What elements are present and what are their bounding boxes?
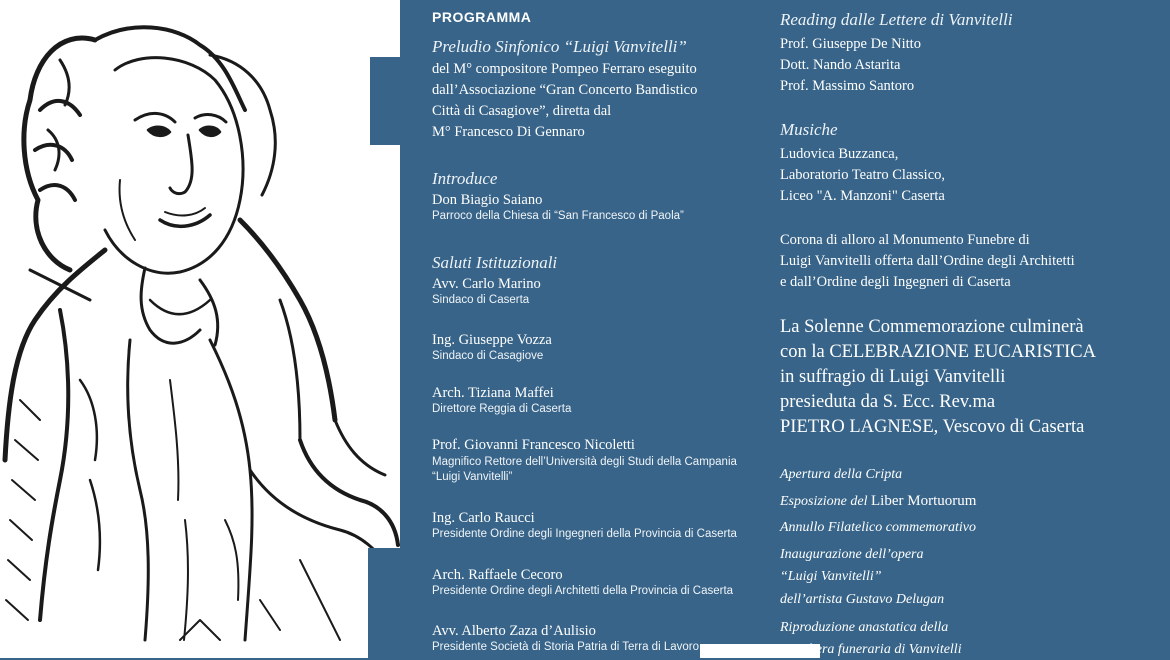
speaker-role: Sindaco di Casagiove (432, 350, 544, 362)
speaker-name: Prof. Giovanni Francesco Nicoletti (432, 437, 635, 453)
reading-name: Prof. Massimo Santoro (780, 78, 915, 94)
solenne-line: in suffragio di Luigi Vanvitelli (780, 367, 1006, 387)
musiche-line: Ludovica Buzzanca, (780, 146, 899, 162)
esposizione-text: Esposizione del (780, 494, 871, 509)
solenne-line (780, 340, 1096, 365)
event-apertura: Apertura della Cripta (780, 467, 903, 482)
decor-tab-top (370, 57, 410, 145)
programma-heading: PROGRAMMA (432, 9, 532, 25)
speaker-role: Sindaco di Caserta (432, 294, 530, 306)
musiche-line: Laboratorio Teatro Classico, (780, 167, 946, 183)
musiche-line: Liceo "A. Manzoni" Caserta (780, 188, 945, 204)
celebrazione-eucaristica: CELEBRAZIONE EUCARISTICA (829, 342, 1097, 362)
solenne-line: presieduta da S. Ecc. Rev.ma (780, 392, 996, 412)
solenne-line (780, 415, 1084, 440)
speaker-name: Ing. Carlo Raucci (432, 510, 535, 526)
speaker-role: Magnifico Rettore dell’Università degli Studi della Campania (432, 456, 737, 468)
musiche-title: Musiche (780, 120, 838, 139)
event-annullo: Annullo Filatelico commemorativo (780, 520, 976, 535)
liber-mortuorum: Liber Mortuorum (871, 493, 977, 509)
event-esposizione (780, 491, 976, 512)
preludio-title: Preludio Sinfonico “Luigi Vanvitelli” (432, 37, 687, 56)
speaker-role: Direttore Reggia di Caserta (432, 403, 572, 415)
bishop-name: PIETRO LAGNESE (780, 417, 934, 437)
introduce-title: Introduce (432, 169, 498, 188)
speaker-name: Arch. Raffaele Cecoro (432, 567, 563, 583)
speaker-role: “Luigi Vanvitelli” (432, 471, 513, 483)
event-inaugurazione: “Luigi Vanvitelli” (780, 569, 882, 584)
speaker-role: Presidente Ordine degli Architetti della Provincia di Caserta (432, 585, 734, 597)
speaker-name: Ing. Giuseppe Vozza (432, 332, 552, 348)
solenne-text: con la (780, 342, 830, 362)
speaker-name: Arch. Tiziana Maffei (432, 385, 554, 401)
speaker-role: Presidente Ordine degli Ingegneri della Provincia di Caserta (432, 528, 737, 540)
reading-title: Reading dalle Lettere di Vanvitelli (780, 10, 1013, 29)
introduce-role: Parroco della Chiesa di “San Francesco di Paola” (432, 210, 684, 222)
portrait-panel (0, 0, 400, 658)
reading-name: Prof. Giuseppe De Nitto (780, 36, 921, 52)
decor-tab-bottom (368, 548, 410, 658)
saluti-title: Saluti Istituzionali (432, 253, 558, 272)
reading-name: Dott. Nando Astarita (780, 57, 901, 73)
preludio-line: Città di Casagiove”, diretta dal (432, 103, 612, 119)
event-inaugurazione: dell’artista Gustavo Delugan (780, 592, 945, 607)
preludio-line: M° Francesco Di Gennaro (432, 124, 585, 140)
speaker-role: Presidente Società di Storia Patria di Terra di Lavoro (432, 641, 699, 653)
bishop-title: , Vescovo di Caserta (933, 417, 1085, 437)
preludio-line: dall’Associazione “Gran Concerto Bandistico (432, 82, 698, 98)
event-riproduzione: Riproduzione anastatica della (780, 620, 949, 635)
introduce-name: Don Biagio Saiano (432, 192, 543, 208)
event-riproduzione: maschera funeraria di Vanvitelli (780, 642, 962, 657)
corona-line: e dall’Ordine degli Ingegneri di Caserta (780, 274, 1011, 290)
speaker-name: Avv. Carlo Marino (432, 276, 541, 292)
speaker-name: Avv. Alberto Zaza d’Aulisio (432, 623, 596, 639)
solenne-line: La Solenne Commemorazione culminerà (780, 317, 1084, 337)
vanvitelli-portrait-sketch (0, 0, 400, 658)
corona-line: Luigi Vanvitelli offerta dall’Ordine degli Architetti (780, 253, 1075, 269)
corona-line: Corona di alloro al Monumento Funebre di (780, 232, 1030, 248)
event-inaugurazione: Inaugurazione dell’opera (780, 547, 924, 562)
preludio-line: del M° compositore Pompeo Ferraro eseguito (432, 61, 697, 77)
